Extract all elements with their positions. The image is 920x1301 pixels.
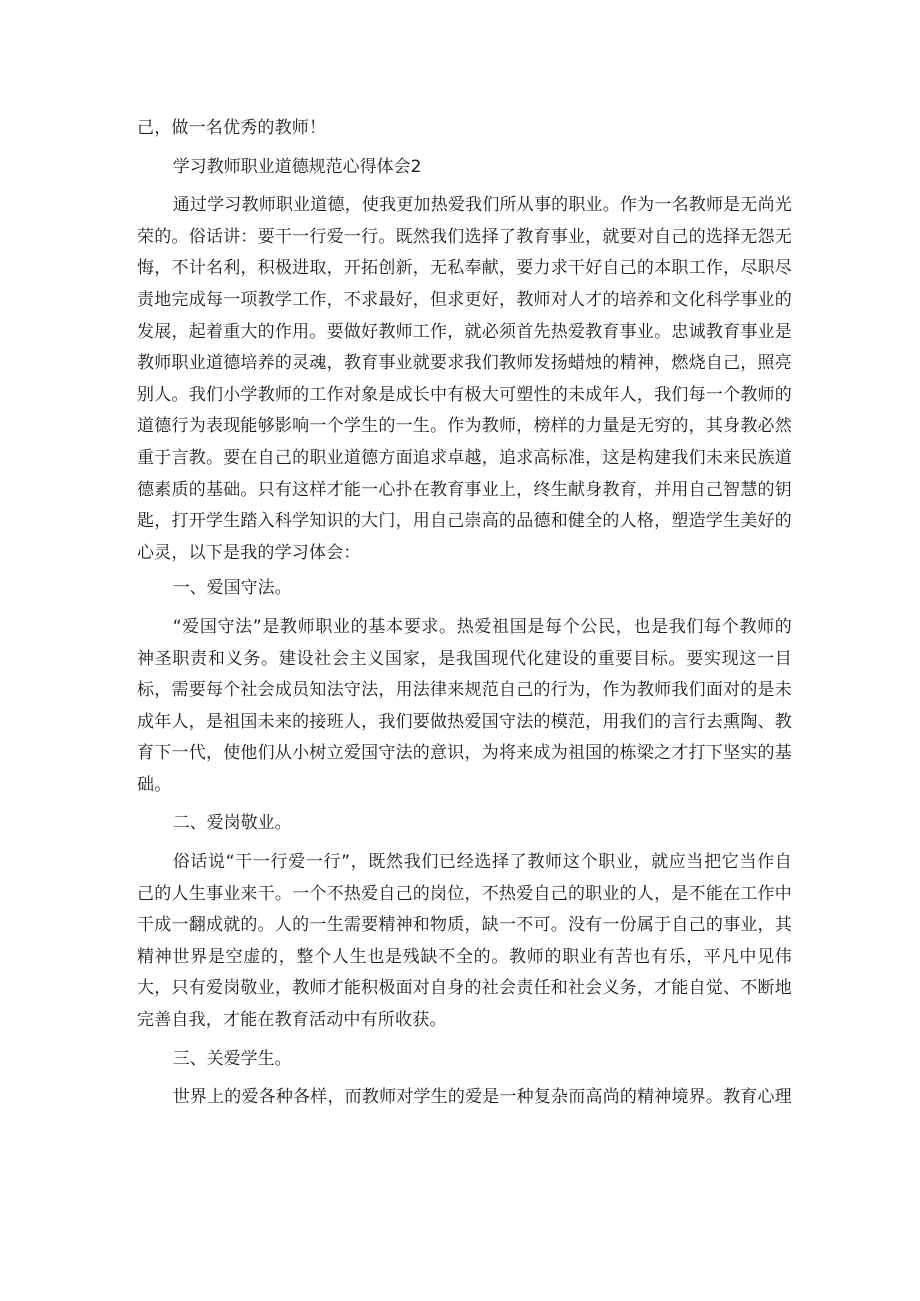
section-body-dedication: 俗话说“干一行爱一行”，既然我们已经选择了教师这个职业，就应当把它当作自己的人生事业来干。一个不热爱自己的岗位，不热爱自己的职业的人，是不能在工作中干成一翻成就的。人的一生需要精神和物质，缺一不可。没有一份属于自己的事业，其精神世界是空虚的，整个人生也是残缺不全的。教师的职业有苦也有乐，平凡中见伟大，只有爱岗敬业，教师才能积极面对自身的社会责任和社会义务，才能自觉、不断地完善自我，才能在教育活动中有所收获。	[137, 852, 792, 1031]
intro-paragraph: 通过学习教师职业道德，使我更加热爱我们所从事的职业。作为一名教师是无尚光荣的。俗话讲：要干一行爱一行。既然我们选择了教育事业，就要对自己的选择无怨无悔，不计名利，积极进取，开拓创新，无私奉献，要力求干好自己的本职工作，尽职尽责地完成每一项教学工作，不求最好，但求更好，教师对人才的培养和文化科学事业的发展，起着重大的作用。要做好教师工作，就必须首先热爱教育事业。忠诚教育事业是教师职业道德培养的灵魂，教育事业就要求我们教师发扬蜡烛的精神，燃烧自己，照亮别人。我们小学教师的工作对象是成长中有极大可塑性的未成年人，我们每一个教师的道德行为表现能够影响一个学生的一生。作为教师，榜样的力量是无穷的，其身教必然重于言教。要在自己的职业道德方面追求卓越，追求高标准，这是构建我们未来民族道德素质的基础。只有这样才能一心扑在教育事业上，终生献身教育，并用自己智慧的钥匙，打开学生踏入科学知识的大门，用自己崇高的品德和健全的人格，塑造学生美好的心灵，以下是我的学习体会：	[137, 195, 792, 563]
continuation-line: 己，做一名优秀的教师！	[137, 118, 327, 138]
section-heading-care-students: 三、关爱学生。	[172, 1048, 292, 1069]
section-heading-patriotism: 一、爱国守法。	[172, 578, 292, 599]
document-title: 学习教师职业道德规范心得体会2	[172, 156, 422, 177]
section-heading-dedication: 二、爱岗敬业。	[172, 813, 292, 834]
section-body-patriotism: “爱国守法”是教师职业的基本要求。热爱祖国是每个公民，也是我们每个教师的神圣职责和义务。建设社会主义国家，是我国现代化建设的重要目标。要实现这一目标，需要每个社会成员知法守法，用法律来规范自己的行为，作为教师我们面对的是未成年人，是祖国未来的接班人，我们要做热爱国守法的模范，用我们的言行去熏陶、教育下一代，使他们从小树立爱国守法的意识，为将来成为祖国的栋梁之才打下坚实的基础。	[137, 616, 792, 795]
section-body-care-students: 世界上的爱各种各样，而教师对学生的爱是一种复杂而高尚的精神境界。教育心理	[172, 1087, 792, 1108]
document-body	[137, 113, 792, 1114]
